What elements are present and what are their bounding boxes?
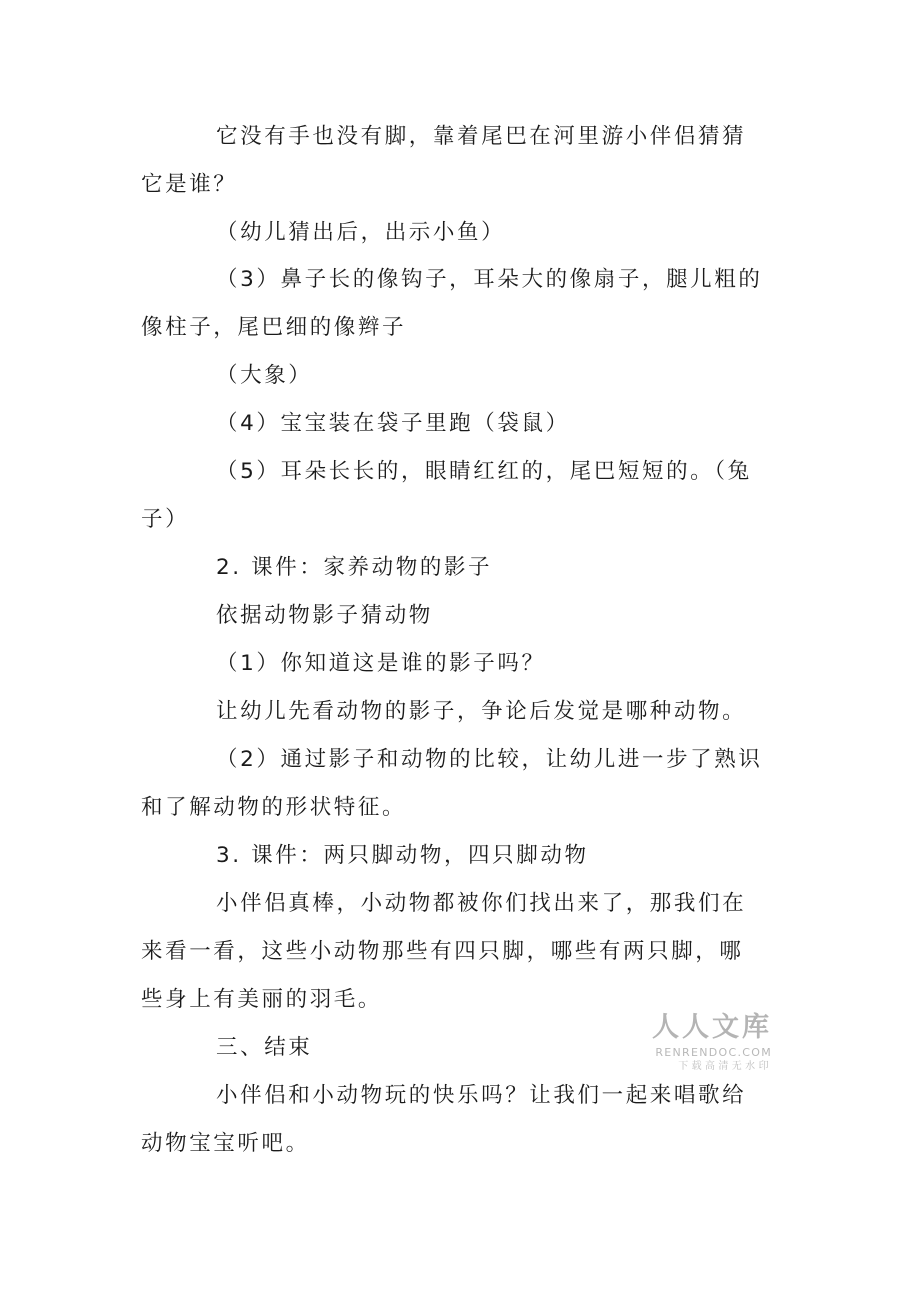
watermark-domain: RENRENDOC.COM xyxy=(655,1046,772,1059)
text-line: （4）宝宝装在袋子里跑（袋鼠） xyxy=(216,411,570,436)
text-line: 和了解动物的形状特征。 xyxy=(141,795,407,820)
text-line: 它没有手也没有脚，靠着尾巴在河里游小伴侣猜猜 xyxy=(216,124,747,149)
text-line: 像柱子，尾巴细的像辫子 xyxy=(141,315,407,340)
text-line: 依据动物影子猜动物 xyxy=(216,603,433,628)
section-heading: 2. 课件：家养动物的影子 xyxy=(216,555,493,580)
text-line: 它是谁？ xyxy=(141,172,238,197)
text-line: （幼儿猜出后，出示小鱼） xyxy=(216,220,506,245)
text-line: （2）通过影子和动物的比较，让幼儿进一步了熟识 xyxy=(216,747,763,772)
text-line: 些身上有美丽的羽毛。 xyxy=(141,987,383,1012)
section-heading: 3. 课件：两只脚动物，四只脚动物 xyxy=(216,843,589,868)
text-line: 子） xyxy=(141,507,190,532)
text-line: （5）耳朵长长的，眼睛红红的，尾巴短短的。（兔 xyxy=(216,459,752,484)
watermark-title: 人人文库 xyxy=(652,1012,772,1043)
watermark-tagline: 下载高清无水印 xyxy=(678,1061,772,1072)
text-line: 小伴侣和小动物玩的快乐吗？让我们一起来唱歌给 xyxy=(216,1083,747,1108)
text-line: （3）鼻子长的像钩子，耳朵大的像扇子，腿儿粗的 xyxy=(216,267,763,292)
text-line: （大象） xyxy=(216,363,313,388)
text-line: 让幼儿先看动物的影子，争论后发觉是哪种动物。 xyxy=(216,699,747,724)
text-line: 动物宝宝听吧。 xyxy=(141,1131,310,1156)
text-line: 来看一看，这些小动物那些有四只脚，哪些有两只脚，哪 xyxy=(141,939,744,964)
section-heading: 三、结束 xyxy=(216,1035,313,1060)
text-line: （1）你知道这是谁的影子吗？ xyxy=(216,651,546,676)
text-line: 小伴侣真棒，小动物都被你们找出来了，那我们在 xyxy=(216,891,747,916)
watermark xyxy=(644,1012,772,1073)
